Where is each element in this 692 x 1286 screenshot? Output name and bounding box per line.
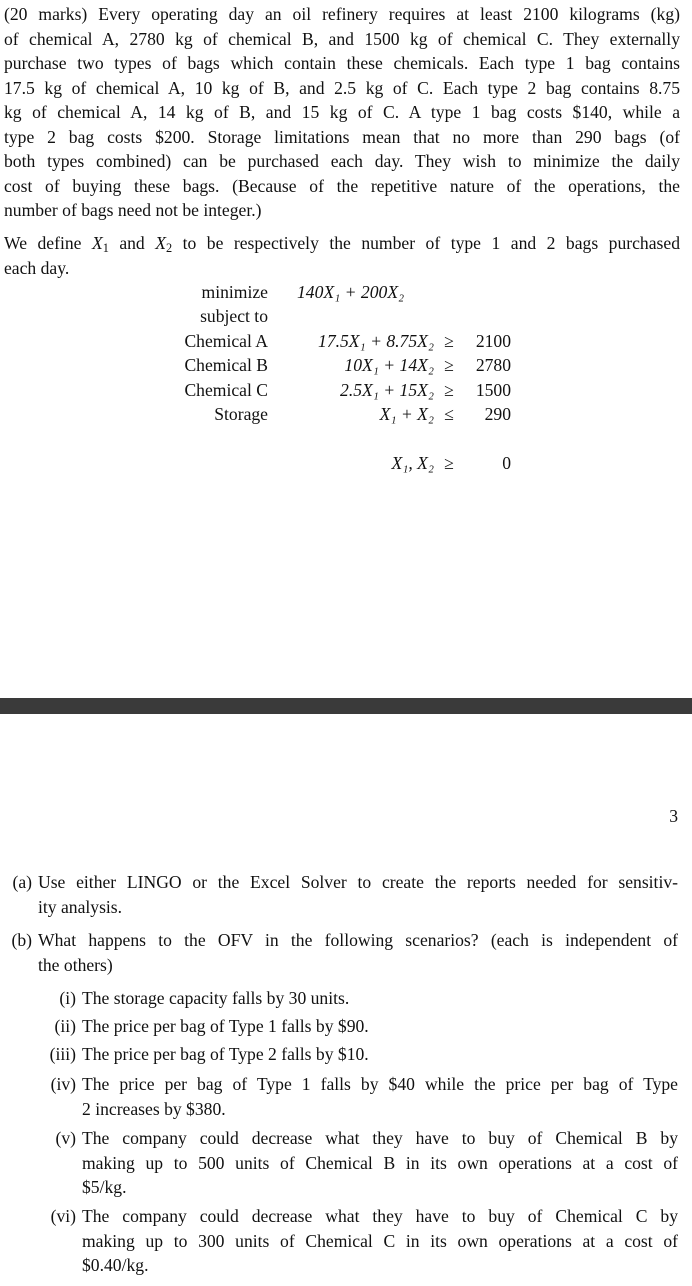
definition-text: We define <box>4 233 92 253</box>
question-line: What happens to the OFV in the following scenarios? (each is independent of <box>38 930 678 950</box>
constraint-relation: ≤ <box>444 404 454 424</box>
constraint-relation: ≥ <box>444 380 454 400</box>
problem-statement <box>4 2 680 223</box>
problem-line: number of bags need not be integer.) <box>4 200 262 220</box>
definition-text: and <box>108 233 156 253</box>
problem-line: kg of chemical A, 14 kg of B, and 15 kg of C. A type 1 bag costs $140, while a <box>4 102 680 122</box>
problem-line: (20 marks) Every operating day an oil refinery requires at least 2100 kilograms (kg) <box>4 4 680 24</box>
problem-line: 17.5 kg of chemical A, 10 kg of B, and 2.5 kg of C. Each type 2 bag contains 8.75 <box>4 77 680 98</box>
scenario-text <box>82 1204 678 1278</box>
scenario-text <box>82 1072 678 1121</box>
question-tag: (a) <box>12 872 32 892</box>
scenario-tag: (i) <box>59 988 76 1008</box>
constraint-relation: ≥ <box>444 355 454 375</box>
variable-x1: X <box>91 233 103 253</box>
page-number: 3 <box>669 806 678 826</box>
question-tag: (b) <box>11 930 32 950</box>
scenario-tag: (iv) <box>50 1074 76 1094</box>
scenario-v <box>0 1126 692 1200</box>
question-b <box>0 928 692 978</box>
constraint-label: Chemical C <box>184 380 268 400</box>
scenario-line: making up to 500 units of Chemical B in its own operations at a cost of <box>82 1152 678 1173</box>
definition-line-2: each day. <box>4 257 70 278</box>
objective-label: minimize <box>201 282 268 302</box>
scenario-line: The price per bag of Type 2 falls by $10. <box>82 1044 369 1064</box>
constraint-rhs: 2780 <box>475 355 511 375</box>
constraint-label: Storage <box>214 404 268 424</box>
scenario-tag: (v) <box>55 1128 76 1148</box>
scenario-line: 2 increases by $380. <box>82 1098 226 1119</box>
nonnegativity-relation: ≥ <box>444 453 454 473</box>
question-a <box>0 870 692 920</box>
problem-line: purchase two types of bags which contain these chemicals. Each type 1 bag contains <box>4 53 680 73</box>
constraint-expression: 2.5X₁ + 15X₂ <box>340 380 434 400</box>
variable-definition <box>4 231 680 280</box>
variable-x2: X <box>155 233 166 253</box>
scenario-text <box>82 1014 678 1039</box>
scenario-text <box>82 1126 678 1200</box>
problem-line: both types combined) can be purchased each day. They wish to minimize the daily <box>4 151 680 171</box>
problem-line: of chemical A, 2780 kg of chemical B, and 1500 kg of chemical C. They externally <box>4 28 680 49</box>
scenario-iii <box>0 1042 692 1067</box>
question-line: the others) <box>38 954 113 975</box>
question-line: Use either LINGO or the Excel Solver to create the reports needed for sensitiv- <box>38 872 678 892</box>
constraint-rhs: 1500 <box>475 380 511 400</box>
scenario-line: The storage capacity falls by 30 units. <box>82 988 350 1008</box>
constraint-rhs: 2100 <box>475 331 511 351</box>
scenario-text <box>82 986 678 1011</box>
question-text <box>38 870 678 919</box>
scenario-line: making up to 300 units of Chemical C in its own operations at a cost of <box>82 1230 678 1251</box>
constraint-expression: 17.5X₁ + 8.75X₂ <box>318 331 434 351</box>
scenario-vi <box>0 1204 692 1278</box>
constraint-label: Chemical B <box>184 355 268 375</box>
scenario-i <box>0 986 692 1011</box>
scenario-tag: (vi) <box>50 1206 76 1226</box>
nonnegativity-expression: X₁, X₂ <box>391 453 434 473</box>
question-line: ity analysis. <box>38 896 123 917</box>
subject-to-label: subject to <box>200 306 268 326</box>
scenario-ii <box>0 1014 692 1039</box>
problem-line: cost of buying these bags. (Because of the repetitive nature of the operations, the <box>4 175 680 196</box>
constraint-rhs: 290 <box>484 404 511 424</box>
variable-x1-subscript: 1 <box>102 241 109 256</box>
problem-line: type 2 bag costs $200. Storage limitations mean that no more than 290 bags (of <box>4 126 680 147</box>
scenario-line: The price per bag of Type 1 falls by $90. <box>82 1016 369 1036</box>
scenario-line: $5/kg. <box>82 1177 127 1197</box>
scenario-iv <box>0 1072 692 1122</box>
scenario-line: $0.40/kg. <box>82 1255 149 1275</box>
constraint-label: Chemical A <box>184 331 268 351</box>
scenario-line: The price per bag of Type 1 falls by $40 while the price per bag of Type <box>82 1074 678 1094</box>
nonnegativity-rhs: 0 <box>502 453 511 473</box>
scenario-text <box>82 1042 678 1067</box>
constraint-expression: 10X₁ + 14X₂ <box>344 355 434 375</box>
definition-text: to be respectively the number of type 1 and 2 bags purchased <box>172 233 680 253</box>
constraint-relation: ≥ <box>444 331 454 351</box>
scenario-tag: (ii) <box>54 1016 76 1036</box>
scenario-line: The company could decrease what they have to buy of Chemical B by <box>82 1128 678 1148</box>
scenario-tag: (iii) <box>49 1044 76 1064</box>
question-text <box>38 928 678 977</box>
definition-line-1 <box>4 231 680 256</box>
objective-function: 140X₁ + 200X₂ <box>297 282 405 302</box>
scenario-line: The company could decrease what they have to buy of Chemical C by <box>82 1206 678 1226</box>
page-break-divider <box>0 698 692 714</box>
constraint-expression: X₁ + X₂ <box>379 404 434 424</box>
variable-x2-subscript: 2 <box>165 241 173 256</box>
